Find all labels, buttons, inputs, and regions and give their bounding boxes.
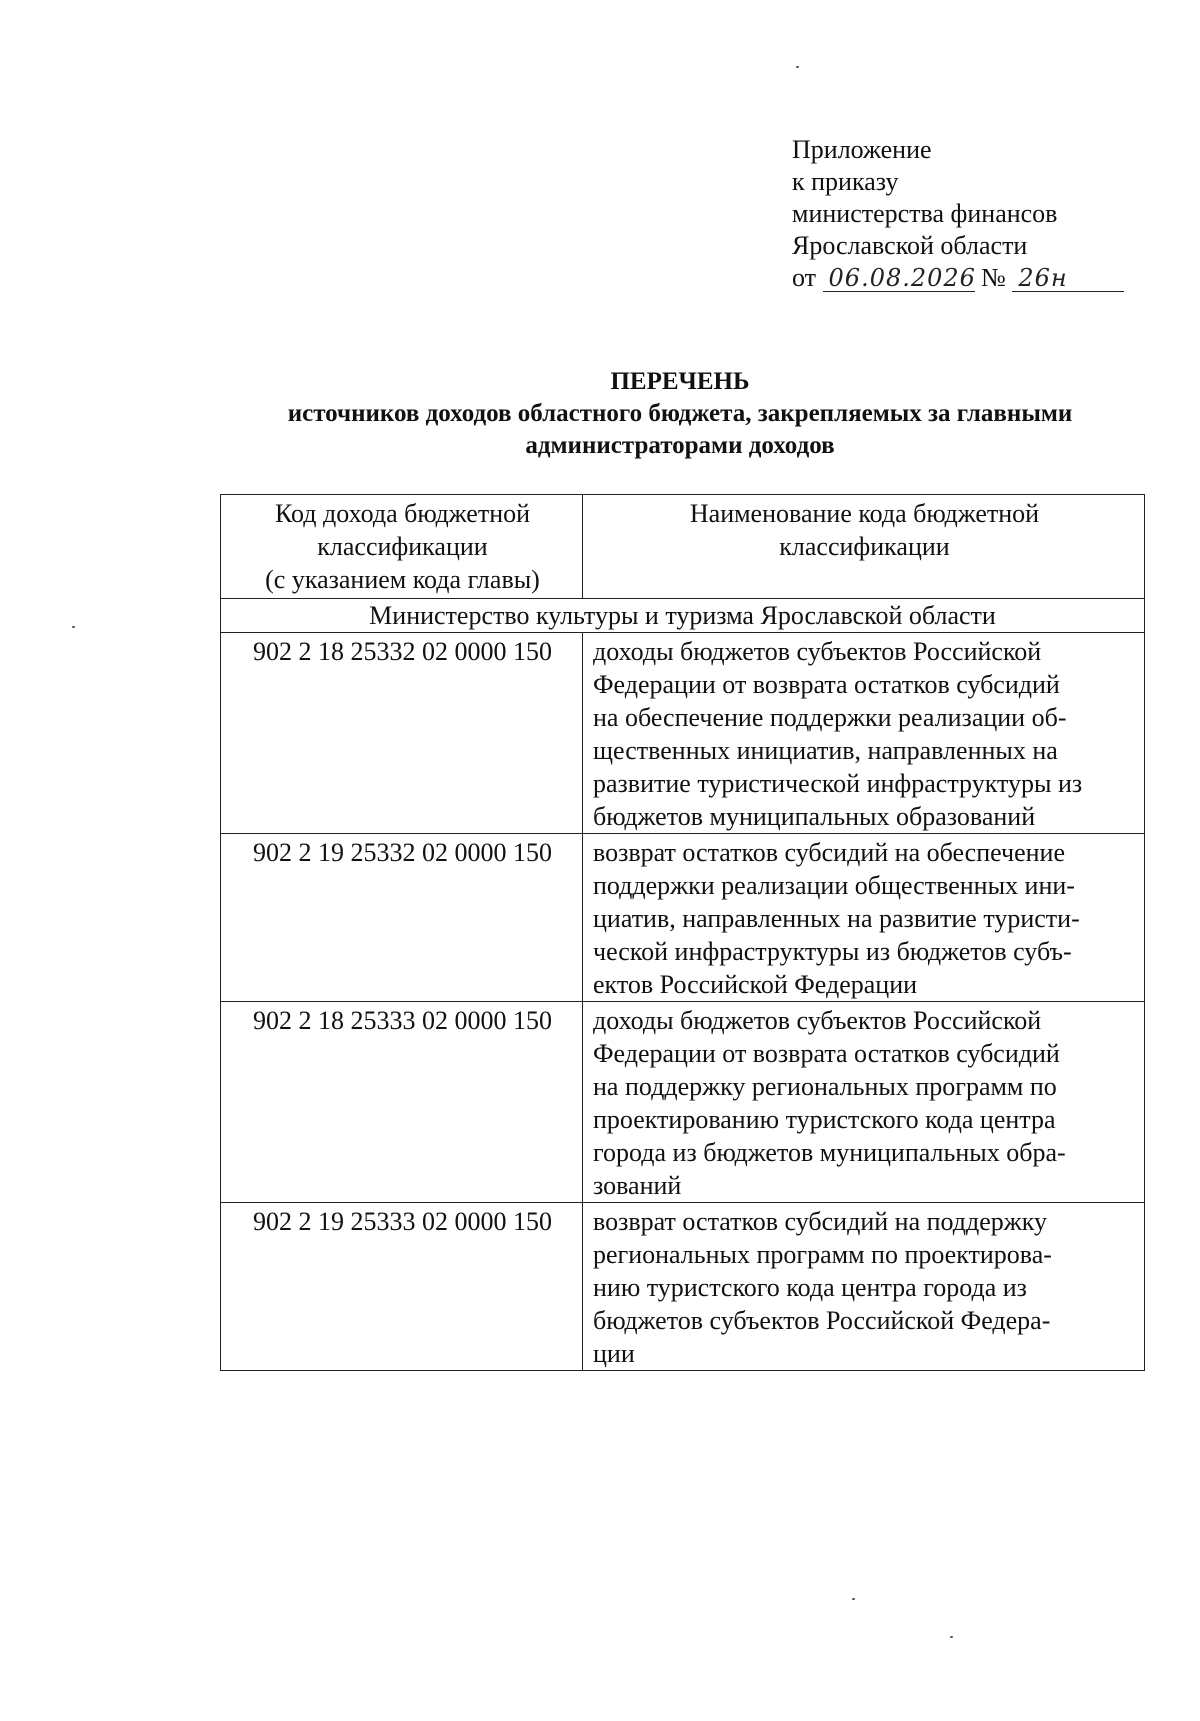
scan-speck xyxy=(950,1636,953,1638)
header-text: классификации xyxy=(317,532,488,561)
header-text: (с указанием кода главы) xyxy=(265,565,540,594)
header-text: классификации xyxy=(779,532,950,561)
table-row xyxy=(221,1203,1145,1371)
name-line: города из бюджетов муниципальных обра- xyxy=(593,1138,1066,1167)
name-line: на обеспечение поддержки реализации об- xyxy=(593,703,1067,732)
name-line: проектированию туристского кода центра xyxy=(593,1105,1056,1134)
name-line: региональных программ по проектирова- xyxy=(593,1240,1052,1269)
header-name-cell xyxy=(583,495,1145,599)
name-line: на поддержку региональных программ по xyxy=(593,1072,1057,1101)
table-header-row xyxy=(221,495,1145,599)
name-line: доходы бюджетов субъектов Российской xyxy=(593,637,1042,666)
scan-speck xyxy=(796,66,799,68)
header-text: Наименование кода бюджетной xyxy=(689,499,1040,528)
income-name-cell xyxy=(583,1002,1145,1203)
order-date-number-line xyxy=(792,262,1124,294)
name-line: ческой инфраструктуры из бюджетов субъ- xyxy=(593,937,1072,966)
title-subtitle-line: администраторами доходов xyxy=(525,432,835,459)
name-line: поддержки реализации общественных ини- xyxy=(593,871,1075,900)
income-code-cell: 902 2 19 25332 02 0000 150 xyxy=(221,834,583,1002)
appendix-block xyxy=(792,134,1124,294)
number-sign: № xyxy=(981,263,1006,292)
date-prefix: от xyxy=(792,263,817,292)
name-line: возврат остатков субсидий на обеспечение xyxy=(593,838,1066,867)
table-row xyxy=(221,633,1145,834)
name-line: циатив, направленных на развитие туристи- xyxy=(593,904,1080,933)
income-sources-table xyxy=(220,494,1145,1371)
title-heading: ПЕРЕЧЕНЬ xyxy=(610,368,750,395)
name-line: ектов Российской Федерации xyxy=(593,970,918,999)
name-line: нию туристского кода центра города из xyxy=(593,1273,1027,1302)
scan-speck xyxy=(852,1598,855,1600)
table-row xyxy=(221,1002,1145,1203)
appendix-line: Ярославской области xyxy=(792,231,1028,260)
scan-speck xyxy=(72,626,75,628)
group-title: Министерство культуры и туризма Ярославской области xyxy=(221,599,1145,633)
name-line: развитие туристической инфраструктуры из xyxy=(593,769,1083,798)
name-line: возврат остатков субсидий на поддержку xyxy=(593,1207,1047,1236)
header-text: Код дохода бюджетной xyxy=(274,499,531,528)
name-line: зований xyxy=(593,1171,682,1200)
appendix-line: к приказу xyxy=(792,167,899,196)
appendix-line: министерства финансов xyxy=(792,199,1058,228)
title-subtitle-line: источников доходов областного бюджета, закрепляемых за главными xyxy=(287,400,1073,427)
table-row xyxy=(221,834,1145,1002)
income-name-cell xyxy=(583,834,1145,1002)
handwritten-number: 26н xyxy=(1012,265,1124,292)
handwritten-date: 06.08.2026 xyxy=(823,265,975,292)
income-name-cell xyxy=(583,633,1145,834)
table-group-row xyxy=(221,599,1145,633)
document-title xyxy=(200,366,1160,462)
name-line: доходы бюджетов субъектов Российской xyxy=(593,1006,1042,1035)
name-line: бюджетов субъектов Российской Федера- xyxy=(593,1306,1051,1335)
header-code-cell xyxy=(221,495,583,599)
appendix-line: Приложение xyxy=(792,135,932,164)
income-code-cell: 902 2 19 25333 02 0000 150 xyxy=(221,1203,583,1371)
name-line: щественных инициатив, направленных на xyxy=(593,736,1058,765)
name-line: бюджетов муниципальных образований xyxy=(593,802,1036,831)
name-line: ции xyxy=(593,1339,635,1368)
income-name-cell xyxy=(583,1203,1145,1371)
income-code-cell: 902 2 18 25332 02 0000 150 xyxy=(221,633,583,834)
income-code-cell: 902 2 18 25333 02 0000 150 xyxy=(221,1002,583,1203)
name-line: Федерации от возврата остатков субсидий xyxy=(593,1039,1060,1068)
name-line: Федерации от возврата остатков субсидий xyxy=(593,670,1060,699)
